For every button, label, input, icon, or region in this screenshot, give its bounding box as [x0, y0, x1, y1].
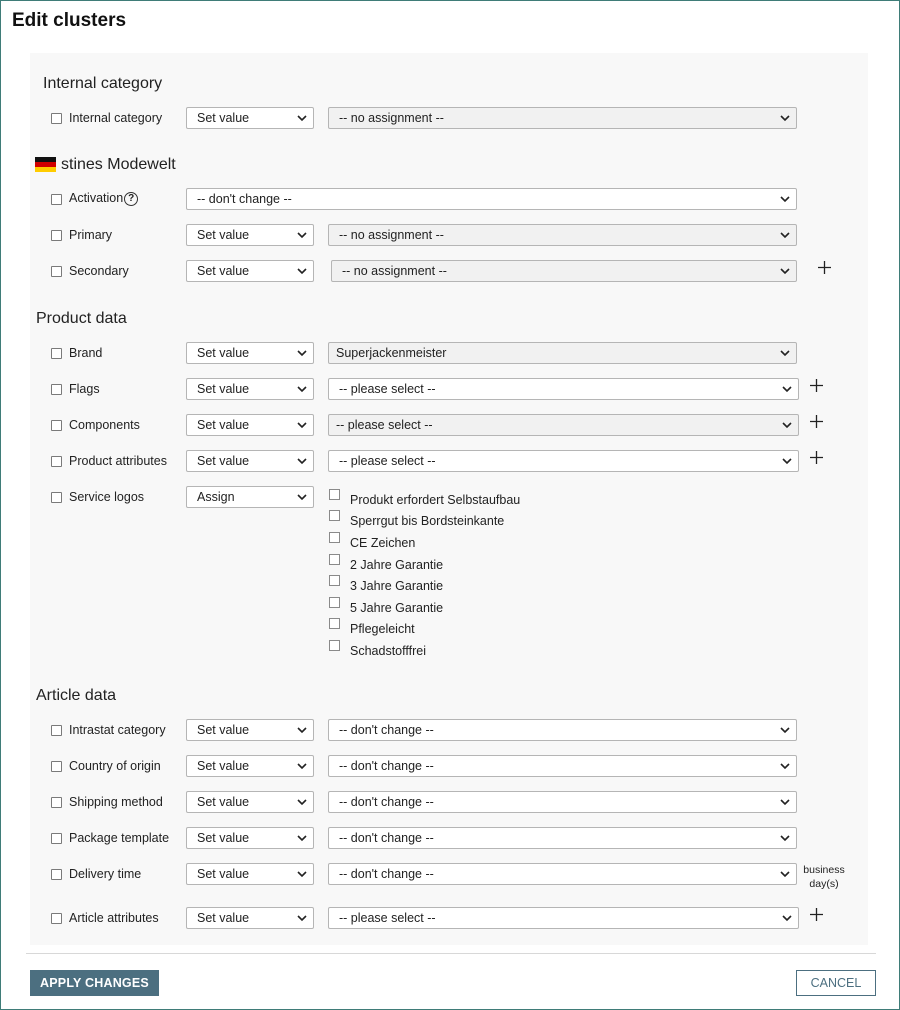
country-value-select[interactable]: [328, 755, 797, 777]
select-value: Assign: [197, 490, 235, 504]
chevron-down-icon: [780, 726, 790, 734]
select-value: -- no assignment --: [342, 264, 447, 278]
delivery-time-label: Delivery time: [69, 867, 142, 881]
primary-value-select[interactable]: [328, 224, 797, 246]
service-logo-label: Pflegeleicht: [350, 622, 415, 636]
chevron-down-icon: [297, 762, 307, 770]
article-attributes-label: Article attributes: [69, 911, 159, 925]
chevron-down-icon: [780, 231, 790, 239]
activation-checkbox[interactable]: [51, 194, 62, 205]
service-logo-label: 5 Jahre Garantie: [350, 601, 444, 615]
package-template-label: Package template: [69, 831, 170, 845]
activation-label-group: [69, 191, 138, 206]
section-shop: stines Modewelt: [61, 156, 176, 173]
primary-checkbox[interactable]: [51, 230, 62, 241]
select-value: Set value: [197, 228, 250, 242]
section-product-data: Product data: [36, 310, 127, 327]
chevron-down-icon: [780, 762, 790, 770]
chevron-down-icon: [780, 870, 790, 878]
select-value: Set value: [197, 795, 250, 809]
add-flags-plus-icon[interactable]: [810, 379, 823, 392]
add-product-attribute-plus-icon[interactable]: [810, 451, 823, 464]
chevron-down-icon: [297, 457, 307, 465]
delivery-value-select[interactable]: [328, 863, 797, 885]
shipping-method-checkbox[interactable]: [51, 797, 62, 808]
brand-mode-select[interactable]: [186, 342, 314, 364]
delivery-unit-line-1: business: [803, 864, 845, 876]
select-value: -- no assignment --: [339, 111, 444, 125]
add-article-attribute-plus-icon[interactable]: [810, 908, 823, 921]
package-template-checkbox[interactable]: [51, 833, 62, 844]
select-value: -- please select --: [339, 911, 436, 925]
shipping-value-select[interactable]: [328, 791, 797, 813]
product-attributes-value-select[interactable]: [328, 450, 799, 472]
select-value: Set value: [197, 867, 250, 881]
chevron-down-icon: [297, 114, 307, 122]
apply-changes-button[interactable]: APPLY CHANGES: [30, 970, 159, 996]
flags-value-select[interactable]: [328, 378, 799, 400]
primary-label: Primary: [69, 228, 113, 242]
select-value: -- please select --: [339, 382, 436, 396]
select-value: -- don't change --: [339, 867, 434, 881]
chevron-down-icon: [297, 349, 307, 357]
select-value: -- don't change --: [339, 759, 434, 773]
select-value: Superjackenmeister: [336, 346, 447, 360]
chevron-down-icon: [297, 421, 307, 429]
chevron-down-icon: [297, 267, 307, 275]
service-logo-label: Sperrgut bis Bordsteinkante: [350, 514, 505, 528]
country-mode-select[interactable]: [186, 755, 314, 777]
delivery-time-checkbox[interactable]: [51, 869, 62, 880]
dialog-title: Edit clusters: [12, 10, 127, 31]
primary-mode-select[interactable]: [186, 224, 314, 246]
chevron-down-icon: [297, 870, 307, 878]
secondary-value-select[interactable]: [331, 260, 797, 282]
chevron-down-icon: [297, 914, 307, 922]
footer-divider: [26, 953, 876, 954]
package-value-select[interactable]: [328, 827, 797, 849]
service-logo-label: Schadstofffrei: [350, 644, 426, 658]
chevron-down-icon: [780, 798, 790, 806]
service-logo-label: 2 Jahre Garantie: [350, 558, 444, 572]
cancel-button[interactable]: CANCEL: [796, 970, 876, 996]
add-secondary-plus-icon[interactable]: [818, 261, 831, 274]
components-value-select[interactable]: [328, 414, 799, 436]
internal-category-checkbox[interactable]: [51, 113, 62, 124]
select-value: Set value: [197, 454, 250, 468]
select-value: -- don't change --: [339, 795, 434, 809]
select-value: Set value: [197, 723, 250, 737]
intrastat-label: Intrastat category: [69, 723, 166, 737]
service-logo-label: Produkt erfordert Selbstaufbau: [350, 493, 521, 507]
internal-category-value-select[interactable]: [328, 107, 797, 129]
select-value: Set value: [197, 831, 250, 845]
components-label: Components: [69, 418, 140, 432]
chevron-down-icon: [297, 726, 307, 734]
service-logos-checkbox[interactable]: [51, 492, 62, 503]
secondary-checkbox[interactable]: [51, 266, 62, 277]
package-mode-select[interactable]: [186, 827, 314, 849]
service-logo-checkbox[interactable]: [329, 575, 340, 586]
select-value: Set value: [197, 759, 250, 773]
brand-label: Brand: [69, 346, 103, 360]
select-value: -- don't change --: [339, 723, 434, 737]
select-value: Set value: [197, 418, 250, 432]
select-value: Set value: [197, 111, 250, 125]
section-article-data: Article data: [36, 687, 117, 704]
service-logos-mode-select[interactable]: [186, 486, 314, 508]
chevron-down-icon: [297, 493, 307, 501]
service-logo-checkbox[interactable]: [329, 618, 340, 629]
components-mode-select[interactable]: [186, 414, 314, 436]
service-logo-checkbox[interactable]: [329, 489, 340, 500]
secondary-mode-select[interactable]: [186, 260, 314, 282]
select-value: Set value: [197, 382, 250, 396]
shipping-mode-select[interactable]: [186, 791, 314, 813]
chevron-down-icon: [780, 834, 790, 842]
select-value: Set value: [197, 911, 250, 925]
add-components-plus-icon[interactable]: [810, 415, 823, 428]
chevron-down-icon: [297, 798, 307, 806]
service-logo-checkbox[interactable]: [329, 640, 340, 651]
service-logos-label: Service logos: [69, 490, 145, 504]
select-value: -- no assignment --: [339, 228, 444, 242]
service-logo-label: 3 Jahre Garantie: [350, 579, 444, 593]
select-value: -- please select --: [339, 454, 436, 468]
germany-flag-icon: [35, 157, 56, 172]
product-attributes-checkbox[interactable]: [51, 456, 62, 467]
chevron-down-icon: [780, 267, 790, 275]
country-of-origin-checkbox[interactable]: [51, 761, 62, 772]
flags-label: Flags: [69, 382, 100, 396]
brand-checkbox[interactable]: [51, 348, 62, 359]
article-attributes-mode-select[interactable]: [186, 907, 314, 929]
flags-mode-select[interactable]: [186, 378, 314, 400]
components-checkbox[interactable]: [51, 420, 62, 431]
chevron-down-icon: [780, 195, 790, 203]
secondary-label: Secondary: [69, 264, 129, 278]
select-value: Set value: [197, 346, 250, 360]
chevron-down-icon: [780, 349, 790, 357]
service-logo-checkbox[interactable]: [329, 532, 340, 543]
help-icon[interactable]: ?: [124, 192, 138, 206]
country-of-origin-label: Country of origin: [69, 759, 161, 773]
chevron-down-icon: [297, 834, 307, 842]
intrastat-value-select[interactable]: [328, 719, 797, 741]
delivery-unit-label: [802, 863, 846, 891]
service-logo-checkbox[interactable]: [329, 510, 340, 521]
delivery-mode-select[interactable]: [186, 863, 314, 885]
article-attributes-checkbox[interactable]: [51, 913, 62, 924]
delivery-unit-line-2: day(s): [809, 878, 839, 890]
article-attributes-value-select[interactable]: [328, 907, 799, 929]
chevron-down-icon: [782, 914, 792, 922]
select-value: -- don't change --: [339, 831, 434, 845]
service-logo-label: CE Zeichen: [350, 536, 416, 550]
internal-category-mode-select[interactable]: [186, 107, 314, 129]
intrastat-checkbox[interactable]: [51, 725, 62, 736]
intrastat-mode-select[interactable]: [186, 719, 314, 741]
section-internal-category: Internal category: [43, 75, 163, 92]
chevron-down-icon: [297, 385, 307, 393]
product-attributes-mode-select[interactable]: [186, 450, 314, 472]
product-attributes-label: Product attributes: [69, 454, 167, 468]
select-value: Set value: [197, 264, 250, 278]
chevron-down-icon: [780, 114, 790, 122]
service-logo-checkbox[interactable]: [329, 554, 340, 565]
flags-checkbox[interactable]: [51, 384, 62, 395]
internal-category-label: Internal category: [69, 111, 163, 125]
select-value: -- don't change --: [197, 192, 292, 206]
brand-value-select[interactable]: [328, 342, 797, 364]
chevron-down-icon: [782, 421, 792, 429]
activation-label: Activation: [69, 191, 124, 205]
chevron-down-icon: [297, 231, 307, 239]
service-logo-checkbox[interactable]: [329, 597, 340, 608]
select-value: -- please select --: [336, 418, 433, 432]
activation-select[interactable]: [186, 188, 797, 210]
chevron-down-icon: [782, 385, 792, 393]
chevron-down-icon: [782, 457, 792, 465]
shipping-method-label: Shipping method: [69, 795, 163, 809]
